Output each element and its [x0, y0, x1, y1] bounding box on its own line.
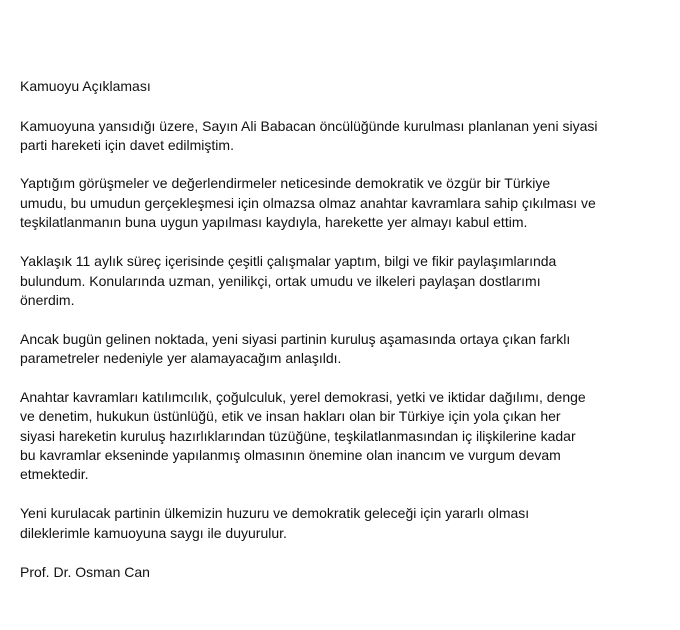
paragraph-3-line-1: Yaklaşık 11 aylık süreç içerisinde çeşitli çalışmalar yaptım, bilgi ve fikir paylaşımlarında [20, 253, 557, 269]
paragraph-5-line-2: ve denetim, hukukun üstünlüğü, etik ve insan hakları olan bir Türkiye için yola çıkan her [20, 408, 561, 424]
paragraph-6-line-1: Yeni kurulacak partinin ülkemizin huzuru ve demokratik geleceği için yararlı olması [20, 505, 530, 521]
paragraph-2-line-1: Yaptığım görüşmeler ve değerlendirmeler neticesinde demokratik ve özgür bir Türkiye [20, 175, 551, 191]
paragraph-5-line-3: siyasi hareketin kuruluş hazırlıklarından tüzüğüne, teşkilatlanmasından iç ilişkilerine kadar [20, 428, 576, 444]
paragraph-5-line-1: Anahtar kavramları katılımcılık, çoğulculuk, yerel demokrasi, yetki ve iktidar dağılımı, denge [20, 389, 586, 405]
signature: Prof. Dr. Osman Can [20, 564, 150, 580]
paragraph-3-line-2: bulundum. Konularında uzman, yenilikçi, ortak umudu ve ilkeleri paylaşan dostlarımı [20, 273, 541, 289]
paragraph-4-line-1: Ancak bugün gelinen noktada, yeni siyasi partinin kuruluş aşamasında ortaya çıkan farklı [20, 331, 571, 347]
paragraph-3-line-3: önerdim. [20, 292, 75, 308]
paragraph-1-line-1: Kamuoyuna yansıdığı üzere, Sayın Ali Babacan öncülüğünde kurulması planlanan yeni siyasi [20, 118, 598, 134]
paragraph-4-line-2: parametreler nedeniyle yer alamayacağım anlaşıldı. [20, 350, 342, 366]
paragraph-5-line-4: bu kavramlar ekseninde yapılanmış olmasının önemine olan inancım ve vurgum devam [20, 447, 561, 463]
paragraph-2-line-3: teşkilatlanmanın buna uygun yapılması kaydıyla, harekette yer almayı kabul ettim. [20, 214, 528, 230]
paragraph-6-line-2: dileklerimle kamuoyuna saygı ile duyurulur. [20, 525, 287, 541]
paragraph-2-line-2: umudu, bu umudun gerçekleşmesi için olmazsa olmaz anahtar kavramlara sahip çıkılması ve [20, 195, 596, 211]
paragraph-1-line-2: parti hareketi için davet edilmiştim. [20, 137, 234, 153]
paragraph-5-line-5: etmektedir. [20, 466, 89, 482]
document-title: Kamuoyu Açıklaması [20, 78, 151, 94]
